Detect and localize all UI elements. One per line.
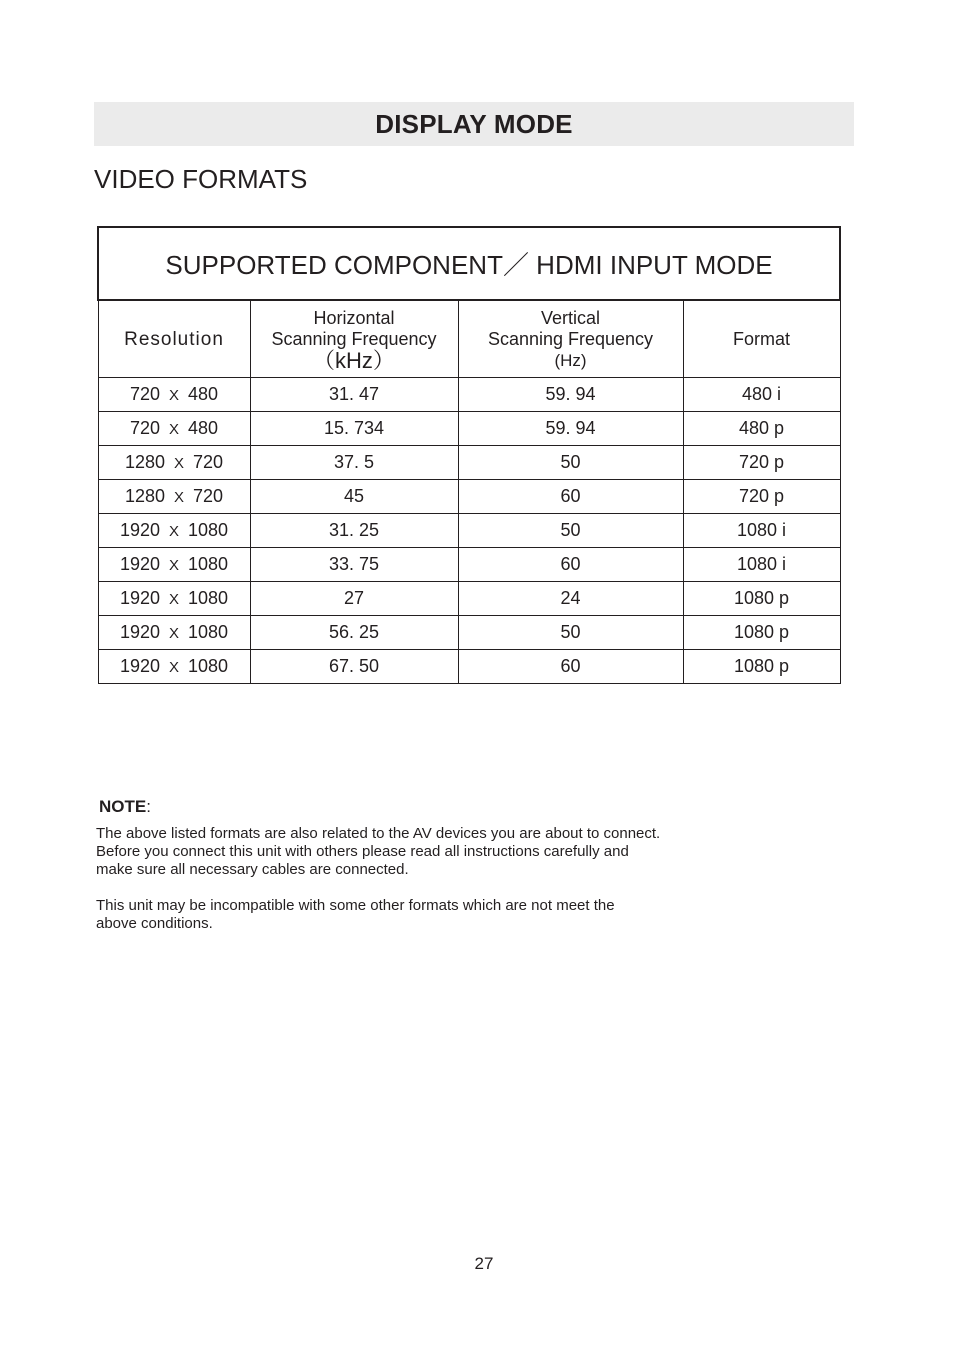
vertical-frequency-cell: 59. 94 bbox=[458, 412, 683, 446]
times-symbol: X bbox=[168, 591, 179, 608]
vertical-frequency-cell: 50 bbox=[458, 616, 683, 650]
vertical-frequency-cell: 60 bbox=[458, 480, 683, 514]
resolution-width: 1920 bbox=[119, 656, 160, 676]
horizontal-frequency-cell: 31. 25 bbox=[250, 514, 458, 548]
vertical-frequency-cell: 60 bbox=[458, 650, 683, 684]
resolution-height: 480 bbox=[188, 384, 219, 404]
resolution-height: 720 bbox=[193, 452, 224, 472]
resolution-height: 480 bbox=[188, 418, 219, 438]
resolution-cell bbox=[98, 446, 250, 480]
format-cell: 480 i bbox=[683, 378, 840, 412]
input-mode-table bbox=[97, 226, 841, 684]
horizontal-header-unit: （kHz） bbox=[313, 347, 395, 373]
resolution-width: 1920 bbox=[119, 520, 160, 540]
times-symbol: X bbox=[168, 387, 179, 404]
horizontal-frequency-cell: 31. 47 bbox=[250, 378, 458, 412]
times-symbol: X bbox=[168, 421, 179, 438]
resolution-cell bbox=[98, 582, 250, 616]
format-cell: 1080 p bbox=[683, 616, 840, 650]
vertical-header-line1: Vertical bbox=[540, 307, 601, 328]
resolution-height: 1080 bbox=[188, 554, 229, 574]
page-title: DISPLAY MODE bbox=[375, 108, 573, 139]
note-label: NOTE bbox=[99, 797, 147, 816]
vertical-frequency-cell: 50 bbox=[458, 446, 683, 480]
times-symbol: X bbox=[168, 625, 179, 642]
resolution-width: 720 bbox=[129, 384, 160, 404]
horizontal-frequency-cell: 37. 5 bbox=[250, 446, 458, 480]
table-row bbox=[98, 582, 840, 616]
resolution-cell bbox=[98, 616, 250, 650]
resolution-width: 720 bbox=[129, 418, 160, 438]
horizontal-frequency-cell: 67. 50 bbox=[250, 650, 458, 684]
page-number: 27 bbox=[474, 1254, 494, 1273]
resolution-cell bbox=[98, 514, 250, 548]
format-cell: 720 p bbox=[683, 480, 840, 514]
table-row bbox=[98, 446, 840, 480]
format-cell: 1080 i bbox=[683, 514, 840, 548]
times-symbol: X bbox=[168, 557, 179, 574]
resolution-height: 1080 bbox=[188, 622, 229, 642]
note-paragraph-2 bbox=[96, 897, 736, 933]
column-header-horizontal bbox=[250, 300, 458, 378]
resolution-width: 1920 bbox=[119, 622, 160, 642]
column-header-vertical bbox=[458, 300, 683, 378]
resolution-height: 1080 bbox=[188, 520, 229, 540]
format-header-label: Format bbox=[733, 328, 791, 349]
format-cell: 1080 p bbox=[683, 582, 840, 616]
horizontal-frequency-cell: 45 bbox=[250, 480, 458, 514]
resolution-width: 1920 bbox=[119, 588, 160, 608]
horizontal-header-line1: Horizontal bbox=[313, 307, 395, 328]
note-title bbox=[99, 797, 736, 817]
vertical-header-line2: Scanning Frequency bbox=[487, 328, 654, 349]
resolution-width: 1920 bbox=[119, 554, 160, 574]
format-cell: 1080 p bbox=[683, 650, 840, 684]
note-text-line: make sure all necessary cables are connected. bbox=[96, 861, 409, 878]
format-cell: 720 p bbox=[683, 446, 840, 480]
note-text-line: The above listed formats are also related to the AV devices you are about to connect. bbox=[96, 825, 661, 842]
column-header-resolution bbox=[98, 300, 250, 378]
horizontal-frequency-cell: 27 bbox=[250, 582, 458, 616]
column-header-format bbox=[683, 300, 840, 378]
vertical-header-unit: (Hz) bbox=[554, 350, 587, 370]
table-row bbox=[98, 548, 840, 582]
section-title: VIDEO FORMATS bbox=[94, 164, 308, 194]
vertical-frequency-cell: 60 bbox=[458, 548, 683, 582]
resolution-cell bbox=[98, 548, 250, 582]
resolution-cell bbox=[98, 378, 250, 412]
times-symbol: X bbox=[168, 523, 179, 540]
table-title: SUPPORTED COMPONENT／ HDMI INPUT MODE bbox=[98, 227, 840, 300]
note-spacer bbox=[96, 879, 736, 897]
table-row bbox=[98, 412, 840, 446]
header-bar bbox=[94, 102, 854, 146]
format-cell: 480 p bbox=[683, 412, 840, 446]
vertical-frequency-cell: 59. 94 bbox=[458, 378, 683, 412]
vertical-frequency-cell: 24 bbox=[458, 582, 683, 616]
resolution-cell bbox=[98, 480, 250, 514]
table-row bbox=[98, 650, 840, 684]
table-header-row bbox=[98, 300, 840, 378]
note-text-line: above conditions. bbox=[96, 915, 213, 932]
table-row bbox=[98, 378, 840, 412]
resolution-width: 1280 bbox=[124, 452, 165, 472]
note-text-line: Before you connect this unit with others please read all instructions carefully and bbox=[96, 843, 629, 860]
table-row bbox=[98, 616, 840, 650]
resolution-width: 1280 bbox=[124, 486, 165, 506]
resolution-height: 1080 bbox=[188, 656, 229, 676]
table-body bbox=[98, 378, 840, 684]
format-cell: 1080 i bbox=[683, 548, 840, 582]
resolution-cell bbox=[98, 650, 250, 684]
vertical-frequency-cell: 50 bbox=[458, 514, 683, 548]
note-block bbox=[96, 797, 736, 933]
note-text-line: This unit may be incompatible with some other formats which are not meet the bbox=[96, 897, 615, 914]
table-row bbox=[98, 480, 840, 514]
resolution-height: 1080 bbox=[188, 588, 229, 608]
resolution-height: 720 bbox=[193, 486, 224, 506]
note-colon: : bbox=[146, 797, 151, 816]
note-paragraph-1 bbox=[96, 825, 736, 879]
resolution-header-label: Resolution bbox=[124, 328, 224, 350]
times-symbol: X bbox=[173, 489, 184, 506]
resolution-cell bbox=[98, 412, 250, 446]
times-symbol: X bbox=[168, 659, 179, 676]
horizontal-frequency-cell: 56. 25 bbox=[250, 616, 458, 650]
horizontal-header-line2: Scanning Frequency bbox=[271, 328, 437, 349]
times-symbol: X bbox=[173, 455, 184, 472]
table-row bbox=[98, 514, 840, 548]
horizontal-frequency-cell: 33. 75 bbox=[250, 548, 458, 582]
horizontal-frequency-cell: 15. 734 bbox=[250, 412, 458, 446]
